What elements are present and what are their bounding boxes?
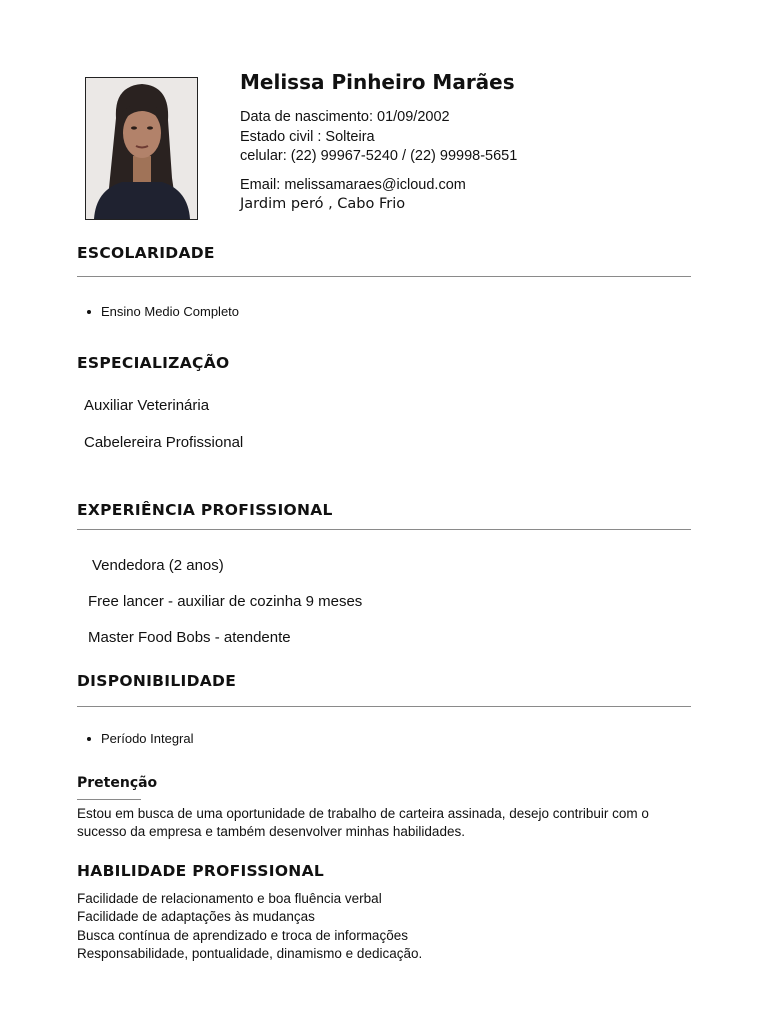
- section-heading-availability: DISPONIBILIDADE: [77, 672, 237, 690]
- experience-item: Master Food Bobs - atendente: [88, 629, 291, 646]
- section-heading-specialization: ESPECIALIZAÇÃO: [77, 354, 230, 372]
- specialization-item: Cabelereira Profissional: [84, 434, 244, 451]
- bullet-icon: [87, 310, 91, 314]
- skill-item: Busca contínua de aprendizado e troca de informações: [77, 928, 408, 943]
- divider: [77, 276, 691, 277]
- section-heading-skills: HABILIDADE PROFISSIONAL: [77, 862, 325, 880]
- email: Email: melissamaraes@icloud.com: [240, 177, 466, 193]
- divider: [77, 706, 691, 707]
- section-heading-experience: EXPERIÊNCIA PROFISSIONAL: [77, 501, 333, 519]
- skill-item: Facilidade de adaptações às mudanças: [77, 909, 315, 924]
- profile-photo: [85, 77, 198, 220]
- birth-date: Data de nascimento: 01/09/2002: [240, 109, 450, 125]
- phone-numbers: celular: (22) 99967-5240 / (22) 99998-5651: [240, 148, 518, 164]
- civil-status: Estado civil : Solteira: [240, 129, 375, 145]
- education-item: Ensino Medio Completo: [101, 304, 240, 319]
- experience-item: Vendedora (2 anos): [92, 557, 224, 574]
- objective-text: Estou em busca de uma oportunidade de trabalho de carteira assinada, desejo contribuir com o sucesso da empresa e também desenvolver minhas habilidades.: [77, 806, 649, 839]
- divider: [77, 799, 141, 800]
- candidate-name: Melissa Pinheiro Marães: [240, 70, 515, 94]
- experience-item: Free lancer - auxiliar de cozinha 9 meses: [88, 593, 363, 610]
- availability-item: Período Integral: [101, 731, 194, 746]
- bullet-icon: [87, 737, 91, 741]
- list-item: [101, 304, 239, 319]
- skill-item: Responsabilidade, pontualidade, dinamismo e dedicação.: [77, 946, 423, 961]
- profile-photo-image: [86, 78, 197, 219]
- section-heading-objective: Pretenção: [77, 775, 158, 791]
- divider: [77, 529, 691, 530]
- section-heading-education: ESCOLARIDADE: [77, 244, 215, 262]
- list-item: [101, 731, 194, 746]
- specialization-item: Auxiliar Veterinária: [84, 397, 210, 414]
- address: Jardim peró , Cabo Frio: [240, 196, 406, 212]
- skill-item: Facilidade de relacionamento e boa fluência verbal: [77, 891, 382, 906]
